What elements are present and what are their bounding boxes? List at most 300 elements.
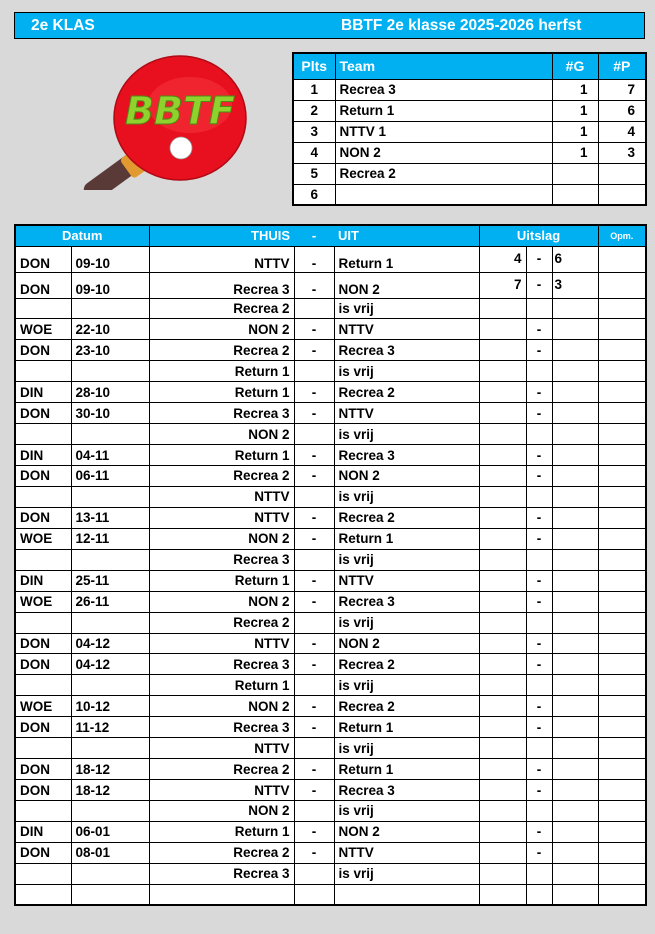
away-team: Recrea 3 [334, 780, 479, 801]
score-away [552, 466, 598, 487]
score-away [552, 528, 598, 549]
match-date: 04-12 [71, 654, 149, 675]
score-away [552, 445, 598, 466]
home-team: Recrea 3 [149, 403, 294, 424]
schedule-row [15, 298, 646, 319]
score-separator [526, 486, 552, 507]
score-separator: - [526, 821, 552, 842]
score-separator: - [526, 654, 552, 675]
match-day: DON [15, 717, 71, 738]
match-separator: - [294, 272, 334, 298]
schedule-row [15, 445, 646, 466]
match-separator [294, 486, 334, 507]
ranking-team: Recrea 3 [335, 79, 552, 100]
match-separator: - [294, 717, 334, 738]
score-home [479, 319, 526, 340]
away-team: NTTV [334, 570, 479, 591]
away-team: Recrea 2 [334, 382, 479, 403]
score-home [479, 549, 526, 570]
class-label: 2e KLAS [31, 17, 95, 34]
home-team: Recrea 2 [149, 466, 294, 487]
match-date [71, 863, 149, 884]
ranking-team: NTTV 1 [335, 121, 552, 142]
score-away [552, 403, 598, 424]
score-away [552, 612, 598, 633]
remark [598, 507, 646, 528]
away-team: is vrij [334, 738, 479, 759]
ranking-points [598, 184, 646, 205]
ranking-plts: 5 [293, 163, 335, 184]
match-date: 13-11 [71, 507, 149, 528]
ranking-points: 3 [598, 142, 646, 163]
ranking-games: 1 [552, 142, 598, 163]
match-separator: - [294, 382, 334, 403]
schedule-row [15, 246, 646, 272]
home-team: NTTV [149, 246, 294, 272]
match-date: 28-10 [71, 382, 149, 403]
score-away [552, 633, 598, 654]
ranking-header-g: #G [552, 53, 598, 79]
remark [598, 340, 646, 361]
score-home [479, 801, 526, 822]
score-home [479, 466, 526, 487]
score-separator: - [526, 445, 552, 466]
match-day: DON [15, 780, 71, 801]
score-away [552, 340, 598, 361]
score-home [479, 821, 526, 842]
match-day: DIN [15, 445, 71, 466]
score-separator: - [526, 528, 552, 549]
ranking-points: 7 [598, 79, 646, 100]
score-home [479, 633, 526, 654]
schedule-header-uitslag: Uitslag [479, 225, 598, 246]
score-away [552, 801, 598, 822]
schedule-row [15, 780, 646, 801]
remark [598, 801, 646, 822]
score-separator: - [526, 717, 552, 738]
away-team: is vrij [334, 863, 479, 884]
score-separator [526, 801, 552, 822]
match-day: DON [15, 246, 71, 272]
home-team: Return 1 [149, 445, 294, 466]
match-day: DIN [15, 821, 71, 842]
home-team: Recrea 2 [149, 842, 294, 863]
ranking-row [293, 121, 646, 142]
remark [598, 696, 646, 717]
score-away [552, 570, 598, 591]
match-date: 18-12 [71, 780, 149, 801]
match-day: DIN [15, 570, 71, 591]
home-team: Return 1 [149, 361, 294, 382]
away-team: NTTV [334, 842, 479, 863]
match-date: 22-10 [71, 319, 149, 340]
home-team: NTTV [149, 780, 294, 801]
away-team: NTTV [334, 403, 479, 424]
score-home [479, 528, 526, 549]
match-day [15, 486, 71, 507]
match-day: DON [15, 654, 71, 675]
score-away [552, 298, 598, 319]
home-team: Recrea 3 [149, 863, 294, 884]
score-home [479, 298, 526, 319]
schedule-row [15, 821, 646, 842]
ranking-points: 6 [598, 100, 646, 121]
away-team: is vrij [334, 675, 479, 696]
score-separator: - [526, 759, 552, 780]
ranking-team: Recrea 2 [335, 163, 552, 184]
remark [598, 361, 646, 382]
score-away [552, 675, 598, 696]
schedule-row [15, 549, 646, 570]
schedule-row [15, 759, 646, 780]
match-separator [294, 298, 334, 319]
score-separator [526, 424, 552, 445]
remark [598, 382, 646, 403]
home-team: NON 2 [149, 424, 294, 445]
score-away [552, 738, 598, 759]
ranking-row [293, 100, 646, 121]
schedule-row [15, 424, 646, 445]
score-separator [526, 549, 552, 570]
score-home [479, 361, 526, 382]
match-date: 09-10 [71, 272, 149, 298]
score-separator: - [526, 272, 552, 298]
match-separator: - [294, 319, 334, 340]
match-date: 12-11 [71, 528, 149, 549]
competition-title: BBTF 2e klasse 2025-2026 herfst [341, 17, 582, 34]
home-team: Recrea 2 [149, 298, 294, 319]
score-home [479, 675, 526, 696]
schedule-row [15, 612, 646, 633]
remark [598, 298, 646, 319]
score-away [552, 863, 598, 884]
match-separator: - [294, 403, 334, 424]
remark [598, 633, 646, 654]
match-separator: - [294, 507, 334, 528]
schedule-header-row [15, 225, 646, 246]
match-day [15, 361, 71, 382]
schedule-row [15, 591, 646, 612]
ranking-header-row [293, 53, 646, 79]
score-home [479, 445, 526, 466]
ranking-header-team: Team [335, 53, 552, 79]
remark [598, 549, 646, 570]
match-day: WOE [15, 696, 71, 717]
schedule-row [15, 361, 646, 382]
score-away [552, 821, 598, 842]
remark [598, 654, 646, 675]
score-home [479, 863, 526, 884]
ranking-team: Return 1 [335, 100, 552, 121]
remark [598, 445, 646, 466]
home-team: NON 2 [149, 319, 294, 340]
schedule-row [15, 272, 646, 298]
match-day [15, 298, 71, 319]
away-team: Return 1 [334, 759, 479, 780]
score-separator: - [526, 246, 552, 272]
away-team: is vrij [334, 298, 479, 319]
match-separator [294, 361, 334, 382]
remark [598, 272, 646, 298]
score-away: 3 [552, 272, 598, 298]
schedule-header-opm: Opm. [598, 225, 646, 246]
match-separator: - [294, 591, 334, 612]
score-separator: - [526, 633, 552, 654]
match-day: DON [15, 507, 71, 528]
home-team: NTTV [149, 738, 294, 759]
score-home: 4 [479, 246, 526, 272]
ranking-row [293, 142, 646, 163]
score-separator [526, 863, 552, 884]
remark [598, 612, 646, 633]
schedule-row [15, 507, 646, 528]
home-team: Return 1 [149, 821, 294, 842]
score-home [479, 424, 526, 445]
match-date: 30-10 [71, 403, 149, 424]
away-team: is vrij [334, 424, 479, 445]
home-team: NTTV [149, 633, 294, 654]
schedule-header-dash: - [294, 225, 334, 246]
remark [598, 780, 646, 801]
score-home [479, 780, 526, 801]
ranking-header-p: #P [598, 53, 646, 79]
away-team: Recrea 2 [334, 654, 479, 675]
paddle-icon [40, 50, 250, 190]
match-day: WOE [15, 319, 71, 340]
score-separator [526, 298, 552, 319]
score-separator [526, 884, 552, 905]
match-date: 25-11 [71, 570, 149, 591]
match-date: 06-01 [71, 821, 149, 842]
match-day [15, 424, 71, 445]
schedule-row [15, 319, 646, 340]
match-day: DON [15, 466, 71, 487]
score-home [479, 842, 526, 863]
away-team: NON 2 [334, 466, 479, 487]
away-team: Recrea 3 [334, 445, 479, 466]
bbtf-logo [40, 50, 250, 190]
match-date: 23-10 [71, 340, 149, 361]
remark [598, 738, 646, 759]
score-separator [526, 361, 552, 382]
score-separator: - [526, 319, 552, 340]
score-separator: - [526, 403, 552, 424]
match-separator: - [294, 445, 334, 466]
score-home [479, 884, 526, 905]
score-home [479, 717, 526, 738]
home-team: Recrea 2 [149, 340, 294, 361]
ranking-team [335, 184, 552, 205]
match-day [15, 612, 71, 633]
schedule-row [15, 528, 646, 549]
match-day [15, 738, 71, 759]
match-day: DON [15, 272, 71, 298]
score-away [552, 884, 598, 905]
match-day [15, 801, 71, 822]
score-away [552, 842, 598, 863]
score-separator [526, 675, 552, 696]
score-away [552, 759, 598, 780]
ranking-plts: 4 [293, 142, 335, 163]
ranking-plts: 2 [293, 100, 335, 121]
away-team: NON 2 [334, 633, 479, 654]
away-team: is vrij [334, 612, 479, 633]
score-away [552, 780, 598, 801]
match-day: DON [15, 842, 71, 863]
ranking-row [293, 163, 646, 184]
score-separator: - [526, 466, 552, 487]
home-team: Recrea 3 [149, 717, 294, 738]
home-team: NON 2 [149, 591, 294, 612]
away-team: is vrij [334, 549, 479, 570]
home-team: Return 1 [149, 570, 294, 591]
match-date [71, 612, 149, 633]
score-away [552, 717, 598, 738]
schedule-row [15, 654, 646, 675]
remark [598, 821, 646, 842]
match-day: DIN [15, 382, 71, 403]
score-separator: - [526, 570, 552, 591]
match-separator: - [294, 780, 334, 801]
match-date: 11-12 [71, 717, 149, 738]
score-away [552, 319, 598, 340]
remark [598, 842, 646, 863]
match-separator [294, 863, 334, 884]
score-home [479, 654, 526, 675]
match-separator [294, 549, 334, 570]
match-date [71, 361, 149, 382]
match-day [15, 884, 71, 905]
match-separator: - [294, 246, 334, 272]
home-team [149, 884, 294, 905]
away-team: NON 2 [334, 272, 479, 298]
remark [598, 528, 646, 549]
ranking-plts: 3 [293, 121, 335, 142]
ranking-row [293, 79, 646, 100]
score-home [479, 340, 526, 361]
schedule-header-thuis: THUIS [149, 225, 294, 246]
remark [598, 863, 646, 884]
match-separator [294, 675, 334, 696]
score-away [552, 486, 598, 507]
schedule-row [15, 382, 646, 403]
ranking-games: 1 [552, 100, 598, 121]
match-day [15, 549, 71, 570]
match-date [71, 801, 149, 822]
home-team: Recrea 2 [149, 759, 294, 780]
score-home: 7 [479, 272, 526, 298]
svg-text:BBTF: BBTF [125, 89, 235, 133]
match-separator [294, 884, 334, 905]
schedule-row [15, 675, 646, 696]
score-separator: - [526, 507, 552, 528]
score-away [552, 424, 598, 445]
ranking-plts: 6 [293, 184, 335, 205]
home-team: NON 2 [149, 528, 294, 549]
schedule-row [15, 801, 646, 822]
ranking-games [552, 163, 598, 184]
score-home [479, 382, 526, 403]
match-day: DON [15, 403, 71, 424]
schedule-row [15, 340, 646, 361]
schedule-row [15, 570, 646, 591]
match-separator: - [294, 759, 334, 780]
score-home [479, 570, 526, 591]
schedule-header-uit: UIT [334, 225, 479, 246]
score-separator [526, 612, 552, 633]
schedule-row [15, 403, 646, 424]
score-separator: - [526, 696, 552, 717]
match-date: 08-01 [71, 842, 149, 863]
match-separator: - [294, 528, 334, 549]
remark [598, 717, 646, 738]
match-day [15, 863, 71, 884]
home-team: Recrea 3 [149, 272, 294, 298]
score-home [479, 612, 526, 633]
away-team: is vrij [334, 801, 479, 822]
score-home [479, 759, 526, 780]
score-away: 6 [552, 246, 598, 272]
ranking-row [293, 184, 646, 205]
home-team: Return 1 [149, 675, 294, 696]
schedule-row [15, 486, 646, 507]
schedule-row [15, 633, 646, 654]
schedule-header-datum: Datum [15, 225, 149, 246]
schedule-row [15, 884, 646, 905]
score-home [479, 591, 526, 612]
away-team: Return 1 [334, 528, 479, 549]
match-date: 10-12 [71, 696, 149, 717]
remark [598, 570, 646, 591]
match-separator: - [294, 340, 334, 361]
ranking-points [598, 163, 646, 184]
match-separator [294, 738, 334, 759]
score-away [552, 591, 598, 612]
schedule-row [15, 717, 646, 738]
away-team: Return 1 [334, 717, 479, 738]
remark [598, 466, 646, 487]
home-team: Return 1 [149, 382, 294, 403]
home-team: Recrea 3 [149, 654, 294, 675]
ranking-games: 1 [552, 79, 598, 100]
match-day: DON [15, 340, 71, 361]
away-team: NTTV [334, 319, 479, 340]
ranking-points: 4 [598, 121, 646, 142]
match-date [71, 738, 149, 759]
match-date: 18-12 [71, 759, 149, 780]
remark [598, 319, 646, 340]
match-separator: - [294, 821, 334, 842]
away-team: NON 2 [334, 821, 479, 842]
match-date: 04-12 [71, 633, 149, 654]
score-home [479, 738, 526, 759]
match-date [71, 675, 149, 696]
match-day [15, 675, 71, 696]
remark [598, 486, 646, 507]
ranking-team: NON 2 [335, 142, 552, 163]
schedule-row [15, 842, 646, 863]
match-separator: - [294, 842, 334, 863]
match-day: WOE [15, 591, 71, 612]
score-home [479, 403, 526, 424]
match-date [71, 884, 149, 905]
ranking-games [552, 184, 598, 205]
score-away [552, 382, 598, 403]
away-team: Recrea 2 [334, 696, 479, 717]
away-team: is vrij [334, 361, 479, 382]
score-away [552, 654, 598, 675]
score-away [552, 361, 598, 382]
